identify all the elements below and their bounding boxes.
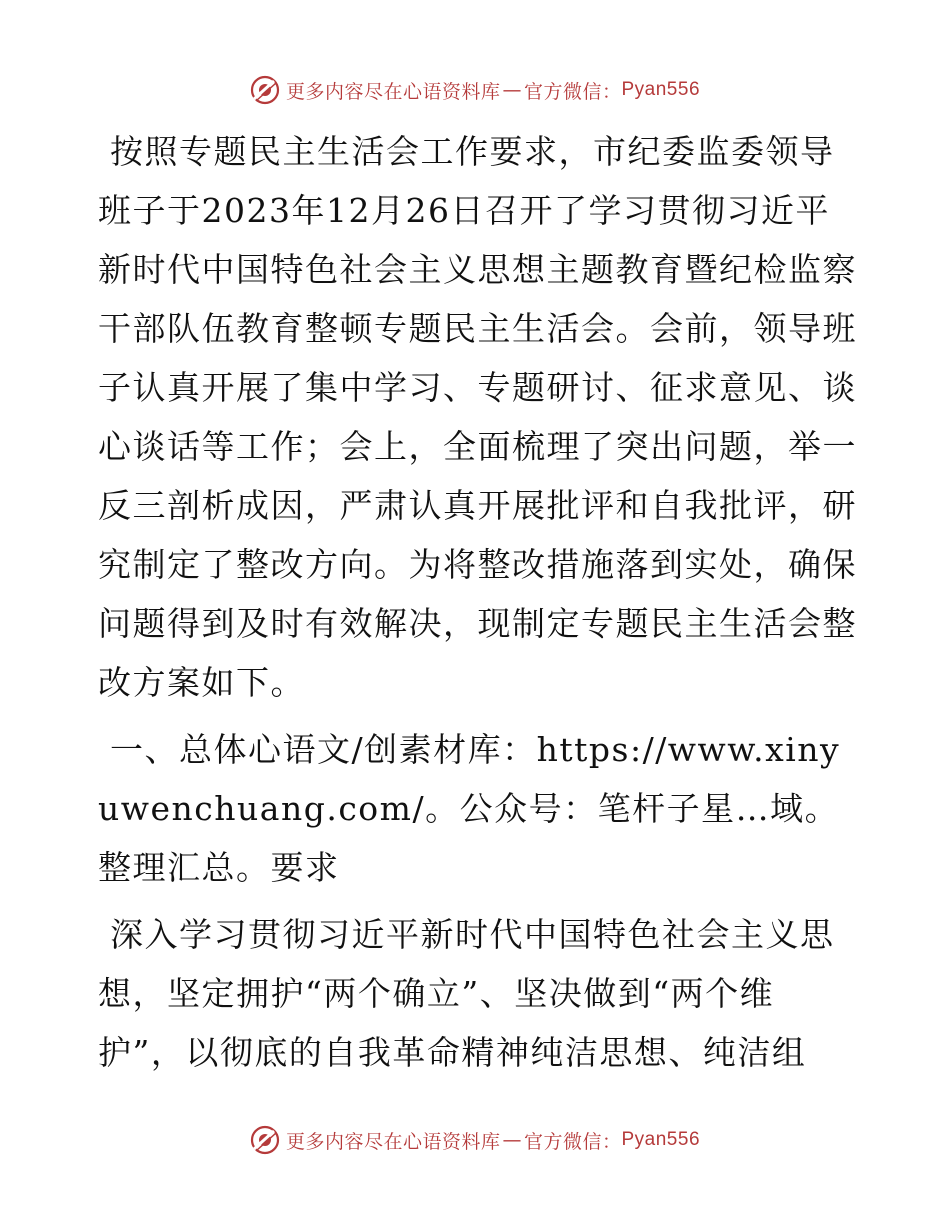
watermark-suffix: 官方微信： <box>523 80 622 103</box>
watermark-text: 更多内容尽在心语资料库 <box>285 80 501 103</box>
watermark-text: 更多内容尽在心语资料库 <box>285 1130 501 1153</box>
watermark-wechat-id: Pyan556 <box>621 79 701 100</box>
seal-logo-icon <box>250 75 280 105</box>
watermark-footer <box>0 1120 950 1160</box>
paragraph-requirements: 深入学习贯彻习近平新时代中国特色社会主义思想，坚定拥护“两个确立”、坚决做到“两个维护”，以彻底的自我革命精神纯洁思想、纯洁组 <box>98 915 835 1072</box>
section-heading-1: 一、总体心语文/创素材库：https://www.xinyuwenchuang.com/。公众号：笔杆子星…域。整理汇总。要求 <box>98 730 841 887</box>
paragraph-intro: 按照专题民主生活会工作要求，市纪委监委领导班子于2023年12月26日召开了学习贯彻习近平新时代中国特色社会主义思想主题教育暨纪检监察干部队伍教育整顿专题民主生活会。会前，领导班子认真开展了集中学习、专题研讨、征求意见、谈心谈话等工作；会上，全面梳理了突出问题，举一反三剖析成因，严肃认真开展批评和自我批评，研究制定了整改方向。为将整改措施落到实处，确保问题得到及时有效解决，现制定专题民主生活会整改方案如下。 <box>98 132 857 702</box>
watermark-header <box>0 70 950 110</box>
watermark-separator: — <box>502 1129 522 1151</box>
watermark-suffix: 官方微信： <box>523 1130 622 1153</box>
watermark-wechat-id: Pyan556 <box>621 1129 701 1150</box>
document-body <box>98 122 858 1082</box>
watermark-separator: — <box>502 79 522 101</box>
seal-logo-icon <box>250 1125 280 1155</box>
